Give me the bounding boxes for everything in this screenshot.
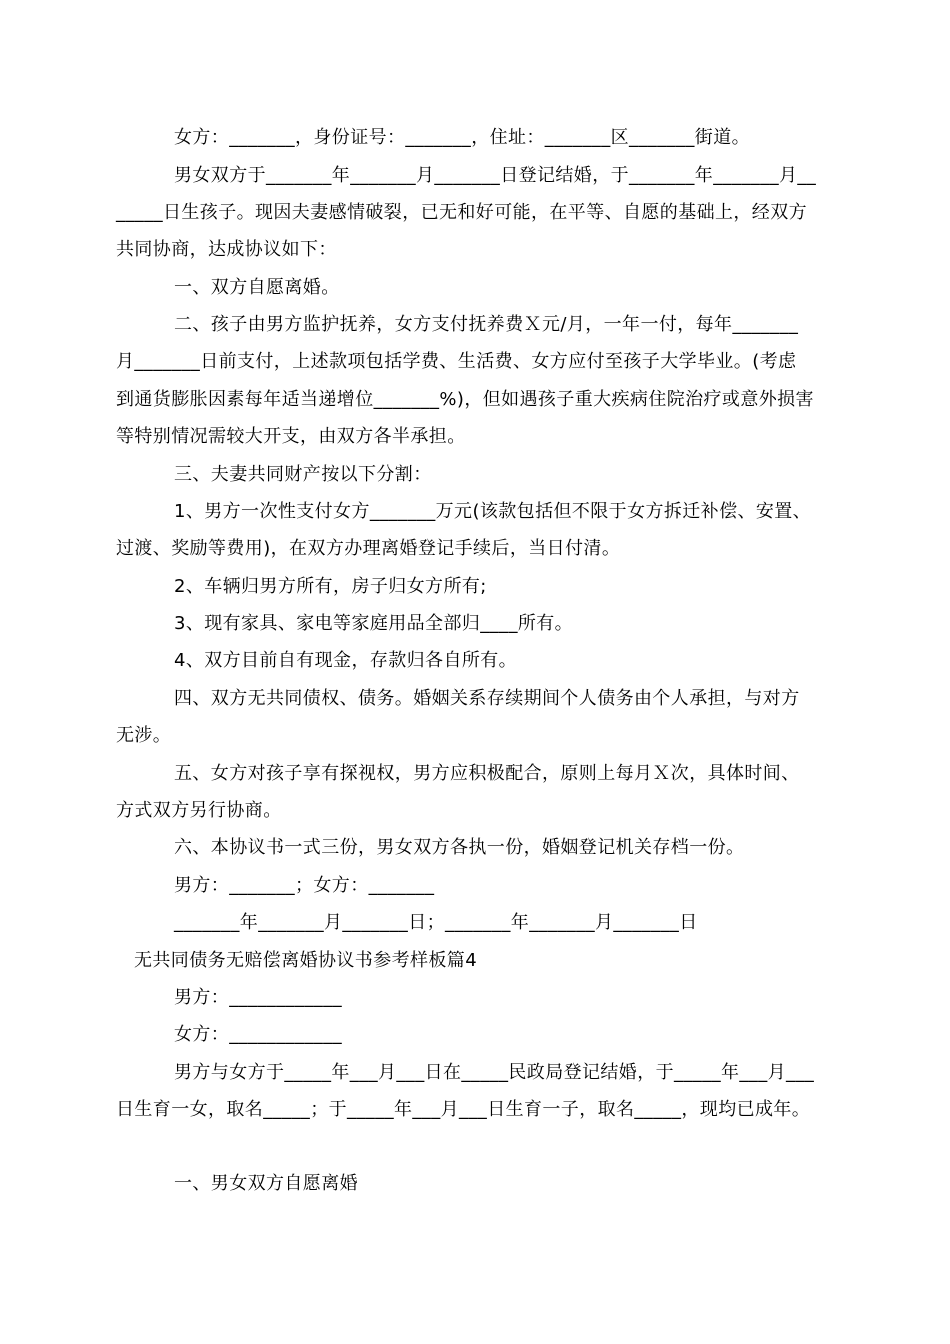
text-line: 共同协商，达成协议如下：: [116, 239, 337, 260]
section-heading: 三、夫妻共同财产按以下分割：: [174, 464, 432, 485]
text-line: 女方：_______，身份证号：_______，住址：_______区_______街道。: [174, 127, 750, 148]
text-line: 月_______日前支付，上述款项包括学费、生活费、女方应付至孩子大学毕业。(考虑: [116, 351, 797, 372]
section-heading: 四、双方无共同债权、债务。婚姻关系存续期间个人债务由个人承担，与对方: [174, 688, 800, 709]
text-line: 到通货膨胀因素每年适当递增位_______%)，但如遇孩子重大疾病住院治疗或意外损害: [116, 389, 814, 410]
text-line: 男方与女方于_____年___月___日在_____民政局登记结婚，于_____年___月___: [174, 1062, 815, 1083]
section-heading: 一、男女双方自愿离婚: [174, 1173, 358, 1194]
section-heading: 六、本协议书一式三份，男女双方各执一份，婚姻登记机关存档一份。: [174, 837, 745, 858]
date-line: _______年_______月_______日；_______年_______月_______日: [174, 912, 698, 933]
signature-line: 男方：_______；女方：_______: [174, 875, 435, 896]
article-title: 无共同债务无赔偿离婚协议书参考样板篇4: [134, 950, 478, 971]
text-line: 方式双方另行协商。: [116, 800, 282, 821]
text-line: 无涉。: [116, 725, 172, 746]
section-heading: 五、女方对孩子享有探视权，男方应积极配合，原则上每月Ｘ次，具体时间、: [174, 763, 800, 784]
text-line: 过渡、奖励等费用)，在双方办理离婚登记手续后，当日付清。: [116, 538, 621, 559]
text-line: 2、车辆归男方所有，房子归女方所有;: [174, 576, 487, 597]
section-heading: 一、双方自愿离婚。: [174, 277, 340, 298]
party-line: 男方：____________: [174, 987, 342, 1008]
text-line: 二、孩子由男方监护抚养，女方支付抚养费Ｘ元/月，一年一付，每年_______: [174, 314, 799, 335]
text-line: _____日生孩子。现因夫妻感情破裂，已无和好可能，在平等、自愿的基础上，经双方: [116, 202, 807, 223]
text-line: 日生育一女，取名_____；于_____年___月___日生育一子，取名_____，现均已成年。: [116, 1099, 811, 1120]
text-line: 男女双方于_______年_______月_______日登记结婚，于_______年_______月__: [174, 165, 817, 186]
text-line: 1、男方一次性支付女方_______万元(该款包括但不限于女方拆迁补偿、安置、: [174, 501, 812, 522]
party-line: 女方：____________: [174, 1024, 342, 1045]
text-line: 等特别情况需较大开支，由双方各半承担。: [116, 426, 466, 447]
text-line: 3、现有家具、家电等家庭用品全部归____所有。: [174, 613, 574, 634]
text-line: 4、双方目前自有现金，存款归各自所有。: [174, 650, 518, 671]
